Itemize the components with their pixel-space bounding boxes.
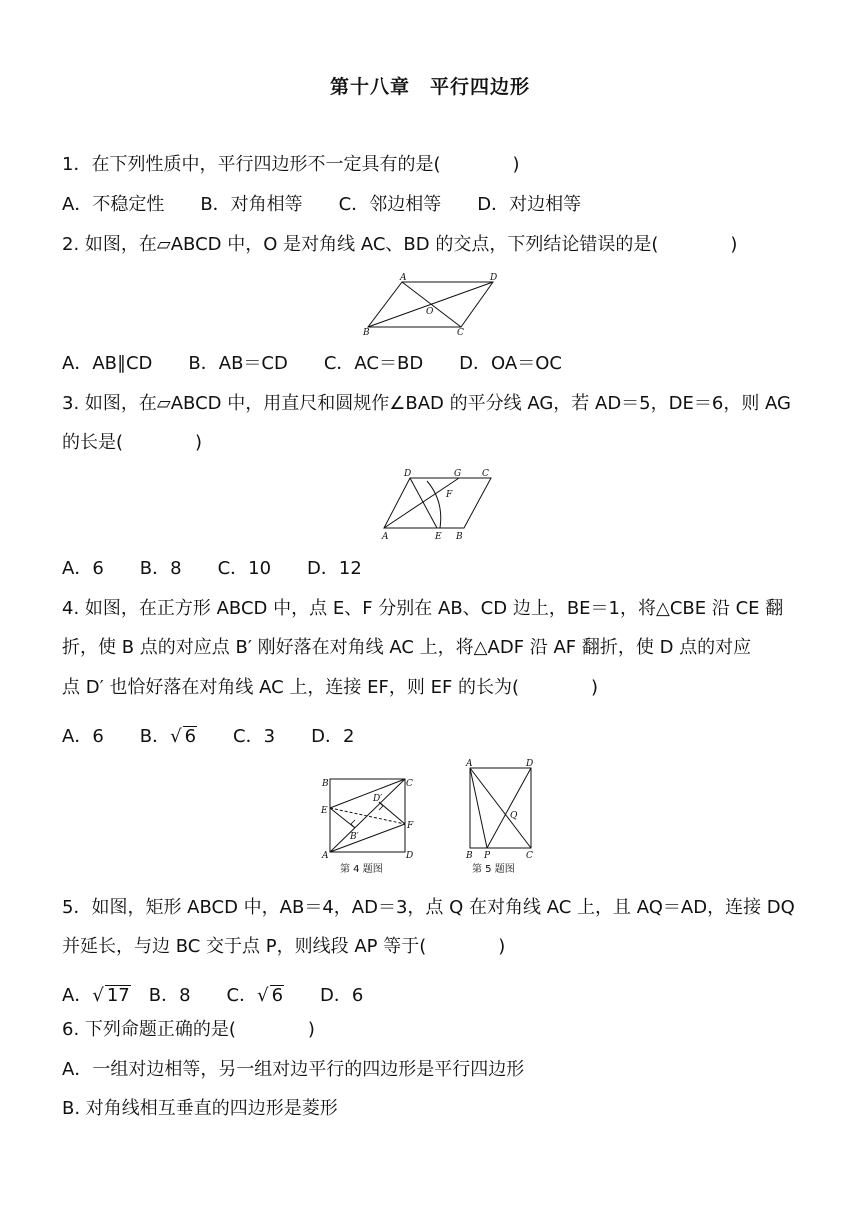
q4-figure xyxy=(318,773,418,878)
q4-option-b-radicand: 6 xyxy=(184,726,197,747)
q2-stem: 2. 如图，在▱ABCD 中，O 是对角线 AC、BD 的交点，下列结论错误的是( ) xyxy=(62,234,738,255)
q1-stem: 1．在下列性质中，平行四边形不一定具有的是( ) xyxy=(62,154,520,175)
q5-figure-caption: 第 5 题图 xyxy=(472,864,515,875)
q6-option-a: A．一组对边相等，另一组对边平行的四边形是平行四边形 xyxy=(62,1059,525,1080)
q4-label-d: D xyxy=(406,851,414,861)
q3-stem-line1: 3. 如图，在▱ABCD 中，用直尺和圆规作∠BAD 的平分线 AG，若 AD＝5，DE＝6，则 AG xyxy=(62,393,791,414)
q4-label-b-prime: B′ xyxy=(350,832,359,842)
q4-label-d-prime: D′ xyxy=(373,794,383,804)
q2-figure xyxy=(360,270,505,338)
q4-label-f: F xyxy=(407,821,414,831)
q4-label-a: A xyxy=(322,851,329,861)
q4-label-b: B xyxy=(322,779,329,789)
sqrt-icon: √ xyxy=(170,726,182,747)
sqrt-icon: √ xyxy=(257,985,269,1006)
q5-stem-line1: 5．如图，矩形 ABCD 中，AB＝4，AD＝3，点 Q 在对角线 AC 上，且 AQ＝AD，连接 DQ xyxy=(62,897,795,918)
q5-figure xyxy=(460,758,542,878)
q6-option-b: B. 对角线相互垂直的四边形是菱形 xyxy=(62,1098,338,1119)
q5-option-a-radicand: 17 xyxy=(106,985,130,1006)
q5-stem-line2: 并延长，与边 BC 交于点 P，则线段 AP 等于( ) xyxy=(62,936,506,957)
q4-figure-caption: 第 4 题图 xyxy=(340,864,383,875)
q3-label-b: B xyxy=(456,532,463,542)
q3-label-d: D xyxy=(404,469,412,479)
q2-label-a: A xyxy=(400,273,407,283)
q5-label-a: A xyxy=(466,759,473,769)
q3-label-c: C xyxy=(482,469,489,479)
q5-option-c-radicand: 6 xyxy=(271,985,284,1006)
q5-option-a-label: A． xyxy=(62,985,93,1006)
q2-options: A．AB∥CD B．AB＝CD C．AC＝BD D．OA＝OC xyxy=(62,353,562,374)
q6-stem: 6. 下列命题正确的是( ) xyxy=(62,1019,315,1040)
q4-label-e: E xyxy=(321,806,328,816)
q4-stem-line2: 折，使 B 点的对应点 B′ 刚好落在对角线 AC 上，将△ADF 沿 AF 翻折，使 D 点的对应 xyxy=(62,637,752,658)
q4-options-cd: C．3 D．2 xyxy=(197,726,355,747)
q5-label-b: B xyxy=(466,851,473,861)
q2-label-b: B xyxy=(363,328,370,338)
q5-options-bc: B．8 C． xyxy=(130,985,258,1006)
q5-label-q: Q xyxy=(510,811,518,821)
q5-options xyxy=(62,984,363,1008)
q4-options-ab: A．6 B． xyxy=(62,726,171,747)
q5-label-c: C xyxy=(526,851,533,861)
q3-label-g: G xyxy=(454,469,462,479)
q3-label-f: F xyxy=(446,490,453,500)
q5-label-p: P xyxy=(484,851,491,861)
q4-stem-line1: 4. 如图，在正方形 ABCD 中，点 E、F 分别在 AB、CD 边上，BE＝1，将△CBE 沿 CE 翻 xyxy=(62,598,784,619)
chapter-title: 第十八章 平行四边形 xyxy=(329,76,530,98)
sqrt-icon: √ xyxy=(92,985,104,1006)
q3-stem-line2: 的长是( ) xyxy=(62,432,203,453)
q5-option-d: D．6 xyxy=(284,985,364,1006)
q4-stem-line3: 点 D′ 也恰好落在对角线 AC 上，连接 EF，则 EF 的长为( ) xyxy=(62,677,599,698)
q3-label-e: E xyxy=(435,532,442,542)
q2-label-o: O xyxy=(426,307,434,317)
q5-label-d: D xyxy=(526,759,534,769)
q4-label-c: C xyxy=(406,779,413,789)
q1-options: A．不稳定性 B．对角相等 C．邻边相等 D．对边相等 xyxy=(62,194,582,215)
q2-label-c: C xyxy=(457,328,464,338)
q4-options xyxy=(62,725,354,749)
q3-options: A．6 B．8 C．10 D．12 xyxy=(62,558,362,579)
q3-figure xyxy=(380,467,498,543)
q3-label-a: A xyxy=(382,532,389,542)
q2-label-d: D xyxy=(490,273,498,283)
